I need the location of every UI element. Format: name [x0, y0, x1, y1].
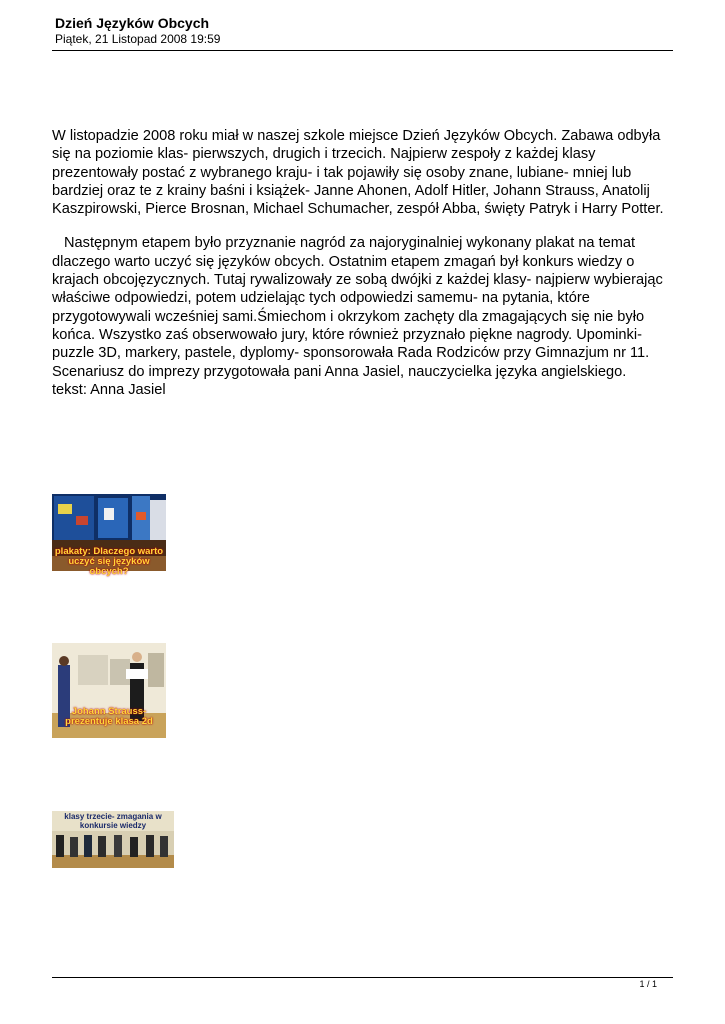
footer-divider: [52, 977, 673, 978]
header-divider: [52, 50, 673, 51]
article-title: Dzień Języków Obcych: [55, 15, 210, 31]
photo-caption: klasy trzecie- zmagania w konkursie wiedzy: [64, 812, 162, 830]
photo-posters[interactable]: [52, 494, 166, 577]
photo-caption: plakaty: Dlaczego warto uczyć się języków obcych?: [54, 546, 164, 577]
article-author: tekst: Anna Jasiel: [52, 381, 166, 398]
photo-quiz[interactable]: [52, 811, 174, 868]
paragraph-2: Następnym etapem było przyznanie nagród za najoryginalniej wykonany plakat na temat dlaczego warto uczyć się języków obcych. Ostatnim etapem zmagań był konkurs wiedzy o krajach obcojęzycznych. Tutaj rywalizowały ze sobą dwójki z każdej klasy- najpierw wybierając właściwe odpowiedzi, potem udzielając tych odpowiedzi samemu- na pytania, które przygotowywali wcześniej sami.Śmiechom i okrzykom zachęty dla zmagających się nie było końca. Wszystko zaś obserwowało jury, które również przyznało piękne nagrody. Upominki- puzzle 3D, markery, pastele, dyplomy- sponsorowała Rada Rodziców przy Gimnazjum nr 11. Scenariusz do imprezy przygotowała pani Anna Jasiel, nauczycielka języka angielskiego.: [52, 235, 663, 380]
paragraph-1: W listopadzie 2008 roku miał w naszej szkole miejsce Dzień Języków Obcych. Zabawa odbyła się na poziomie klas- pierwszych, drugich i trzecich. Najpierw zespoły z każdej klasy prezentowały postać z wybranego kraju- i tak pojawiły się osoby znane, lubiane- mniej lub bardziej oraz te z krainy baśni i książek- Janne Ahonen, Adolf Hitler, Johann Strauss, Anatolij Kaszpirowski, Pierce Brosnan, Michael Schumacher, zespół Abba, święty Patryk i Harry Potter.: [52, 128, 664, 218]
article-date: Piątek, 21 Listopad 2008 19:59: [55, 32, 221, 46]
page-header: [55, 15, 672, 47]
photo-presentation[interactable]: [52, 643, 166, 738]
page-number: 1 / 1: [639, 979, 657, 989]
article-body: [52, 127, 672, 399]
photo-caption: Johann Strauss- prezentuje klasa 2d: [65, 706, 153, 727]
